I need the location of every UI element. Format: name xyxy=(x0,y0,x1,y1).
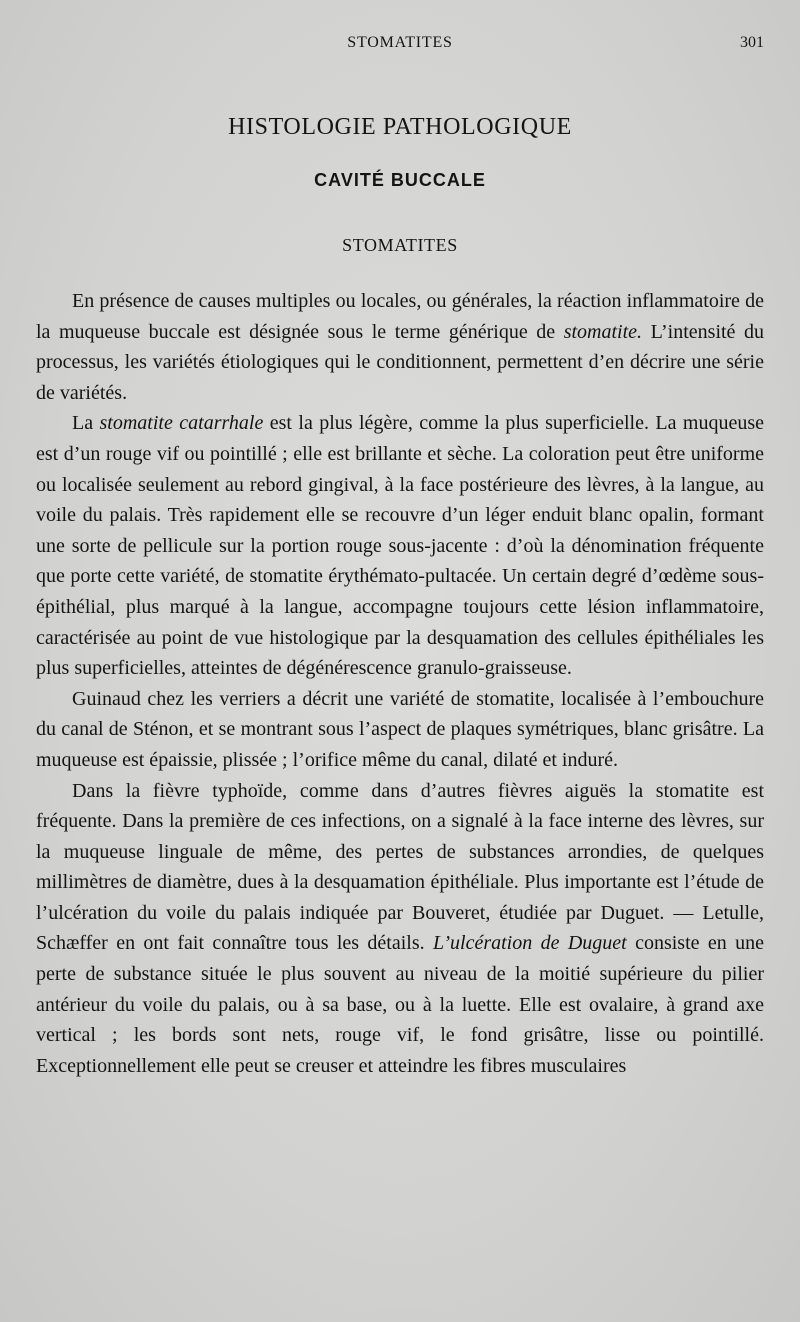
page-number: 301 xyxy=(740,34,764,51)
running-title: STOMATITES xyxy=(347,34,453,51)
running-head xyxy=(36,34,764,56)
subsubsection-title: STOMATITES xyxy=(342,235,458,255)
paragraph-2-italic: stomatite catarrhale xyxy=(99,412,264,435)
paragraph-1 xyxy=(36,286,764,408)
paragraph-4-text-c: consiste en une perte de substance située le plus souvent au niveau de la moitié supérieure du pilier antérieur du voile du palais, ou à sa base, ou à la luette. Elle est ovalaire, à grand axe vertical ; les bords sont nets, rouge vif, le fond grisâtre, lisse ou pointillé. Exceptionnellement elle peut se creuser et atteindre les fibres musculaires xyxy=(36,932,764,1077)
paragraph-4-italic: L’ulcération de Duguet xyxy=(432,932,627,955)
paragraph-1-italic: stomatite. xyxy=(563,320,643,343)
paragraph-2 xyxy=(36,408,764,683)
paragraph-4 xyxy=(36,776,764,1082)
paragraph-1-text-c: L’intensité du processus, les variétés étiologiques qui le conditionnent, permettent d’en décrire une série de variétés. xyxy=(36,320,765,404)
body-text xyxy=(36,286,764,1081)
paragraph-4-text-a: Dans la fièvre typhoïde, comme dans d’autres fièvres aiguës la stomatite est fréquente. Dans la première de ces infections, on a signalé à la face interne des lèvres, sur la muqueuse linguale de même, des pertes de substances arrondies, de quelques millimètres de diamètre, dues à la desquamation épithéliale. Plus importante est l’étude de l’ulcération du voile du palais indiquée par Bouveret, étudiée par Duguet. — Letulle, Schæffer en ont fait connaître tous les détails. xyxy=(36,779,764,955)
paragraph-1-text-a: En présence de causes multiples ou locales, ou générales, la réaction inflammatoire de la muqueuse buccale est désignée sous le terme générique de xyxy=(36,290,764,343)
paragraph-3: Guinaud chez les verriers a décrit une variété de stomatite, localisée à l’embouchure du canal de Sténon, et se montrant sous l’aspect de plaques symétriques, blanc grisâtre. La muqueuse est épaissie, plissée ; l’orifice même du canal, dilaté et induré. xyxy=(36,687,764,771)
subsection-title: CAVITÉ BUCCALE xyxy=(314,170,486,190)
paragraph-2-text-c: est la plus légère, comme la plus superficielle. La muqueuse est d’un rouge vif ou pointillé ; elle est brillante et sèche. La coloration peut être uniforme ou localisée seulement au rebord gingival, à la face postérieure des lèvres, à la langue, au voile du palais. Très rapidement elle se recouvre d’un léger enduit blanc opalin, formant une sorte de pellicule sur la portion rouge sous-jacente : d’où la dénomination fréquente que porte cette variété, de stomatite érythémato-pultacée. Un certain degré d’œdème sous-épithélial, plus marqué à la langue, accompagne toujours cette lésion inflammatoire, caractérisée au point de vue histologique par la desquamation des cellules épithéliales les plus superficielles, atteintes de dégénérescence granulo-graisseuse. xyxy=(36,412,765,680)
section-title: HISTOLOGIE PATHOLOGIQUE xyxy=(228,114,572,140)
paragraph-2-text-a: La xyxy=(72,412,100,435)
